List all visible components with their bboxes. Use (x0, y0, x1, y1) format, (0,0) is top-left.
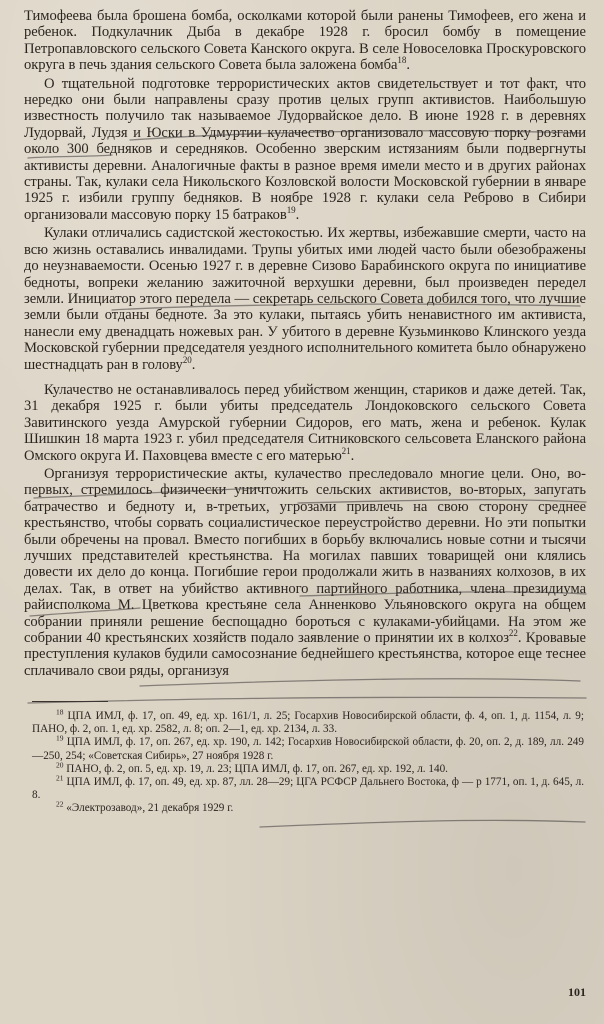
paragraph-text: Кулаки отличались садистской жестокостью. Их жертвы, избежавшие смерти, часто на всю жизнь оставались инвалидами. Трупы убитых ими людей часто были обезображены до неузнаваемости. Осенью 1927 г. в деревне Сизово Барабинского округа по инициативе бедноты, вопреки желанию зажиточной верхушки деревни, был произведен передел земли. Инициатор этого передела — секретарь сельского Совета добился того, что лучшие земли были отданы бедноте. За это кулаки, пытаясь убить ненавистного им активиста, нанесли ему двенадцать ножевых ран. У убитого в деревне Кузьминково Клинского уезда Московской губернии председателя уездного исполнительного комитета было обнаружено шестнадцать ран в голову (24, 225, 586, 373)
body-text (24, 8, 586, 679)
footnote-number: 19 (56, 733, 64, 743)
paragraph (24, 8, 586, 74)
footnote (32, 733, 584, 762)
paragraph (24, 466, 586, 679)
footnote (32, 799, 584, 815)
footnotes (24, 707, 584, 815)
footnote-ref: 22 (508, 628, 518, 639)
paragraph-text-end: . Кровавые преступления кулаков будили самосознание беднейшего крестьянства, которое еще теснее сплачивало свои ряды, организуя (24, 630, 586, 679)
pencil-underline (28, 697, 586, 703)
footnote-ref: 18 (397, 55, 407, 66)
footnote (32, 772, 584, 802)
footnote-text: ЦПА ИМЛ, ф. 17, оп. 49, ед. хр. 161/1, л. 25; Госархив Новосибирской области, ф. 4, оп. 1, д. 1154, л. 9; ПАНО, ф. 2, оп. 1, ед. хр. 2582, л. 8; оп. 2—1, ед. хр. 2134, л. 33. (32, 710, 584, 736)
paragraph (24, 225, 586, 373)
footnote-ref: 19 (286, 205, 296, 216)
footnote-number: 21 (56, 772, 64, 782)
footnote-text: ЦПА ИМЛ, ф. 17, оп. 49, ед. хр. 87, лл. 28—29; ЦГА РСФСР Дальнего Востока, ф — р 1771, оп. 1, д. 645, л. 8. (32, 775, 584, 801)
pencil-underline (260, 820, 585, 827)
page-number: 101 (568, 985, 586, 999)
footnote (32, 707, 584, 736)
footnote-number: 18 (56, 707, 64, 717)
footnotes-divider (32, 701, 108, 702)
paragraph-text: Тимофеева была брошена бомба, осколками которой были ранены Тимофеев, его жена и ребенок. Подкулачник Дыба в декабре 1928 г. бросил бомбу в помещение Петропавловского сельского Совета Канского округа. В селе Новоселовка Проскуровского округа в печь здания сельского Совета была заложена бомба (24, 8, 586, 74)
paragraph (24, 76, 586, 224)
paragraph-text: Кулачество не останавливалось перед убийством женщин, стариков и даже детей. Так, 31 декабря 1925 г. были убиты председатель Лондоковского сельского Совета Завитинского уезда Амурской губернии Сидоров, его мать, жена и ребенок. Кулак Шишкин 18 марта 1923 г. убил председателя Ситниковского сельсовета Еланского района Омского округа И. Паховцева вместе с его матерью (24, 381, 586, 464)
footnote-text: «Электрозавод», 21 декабря 1929 г. (66, 801, 234, 814)
footnote-number: 22 (56, 799, 64, 809)
footnote-ref: 21 (341, 445, 351, 456)
footnote-number: 20 (56, 759, 64, 769)
footnote (32, 759, 584, 776)
footnote-ref: 20 (182, 354, 192, 365)
paragraph-text-end: . (191, 356, 196, 373)
footnote-text: ЦПА ИМЛ, ф. 17, оп. 267, ед. хр. 190, л. 142; Госархив Новосибирской области, ф. 20, оп. 2, д. 189, лл. 249—250, 254; «Советская Сибирь», 27 ноября 1928 г. (32, 736, 584, 762)
paragraph (24, 382, 586, 464)
paragraph-text-end: . (406, 57, 410, 74)
footnote-text: ПАНО, ф. 2, оп. 5, ед. хр. 19, л. 23; ЦПА ИМЛ, ф. 17, оп. 267, ед. хр. 192, л. 140. (66, 762, 448, 775)
pencil-underline (140, 679, 580, 686)
paragraph-text: О тщательной подготовке террористических актов свидетельствует и тот факт, что нередко они были направлены сразу против целых групп активистов. Наибольшую известность получило так называемое Лудорвайское дело. В июне 1928 г. в деревнях Лудорвай, Лудзя и Юски в Удмуртии кулачество организовало массовую порку розгами около 300 бедняков и середняков. Особенно зверским истязаниям были подвергнуты активисты деревни. Аналогичные факты в разное время имели место и в других районах страны. Так, кулаки села Никольского Козловской волости Московской губернии в январе 1925 г. избили группу бедняков. В ноябре 1928 г. кулаки села Реброво в Сибири организовали массовую порку 15 батраков (24, 75, 586, 223)
paragraph-text-end: . (295, 206, 300, 223)
paragraph-text-end: . (350, 447, 355, 464)
paragraph-text: Организуя террористические акты, кулачество преследовало многие цели. Оно, во-первых, стремилось физически уничтожить сельских активистов, во-вторых, запугать батрачество и бедноту и, в-третьих, угрозами привлечь на свою сторону среднее крестьянство, чтобы сорвать социалистическое переустройство деревни. Но эти попытки были обречены на провал. Вместо погибших в борьбу включались новые сотни и тысячи лучших представителей крестьянства. На могилах павших товарищей они клялись довести их дело до конца. Погибшие герои продолжали жить в названиях колхозов, в их делах. Так, в ответ на убийство активного партийного работника, члена президиума райисполкома М. Цветкова крестьяне села Анненково Ульяновского округа на общем собрании приняли решение беспощадно бороться с кулаками-убийцами. На этом же собрании 40 крестьянских хозяйств подало заявление о принятии их в колхоз (24, 465, 586, 647)
